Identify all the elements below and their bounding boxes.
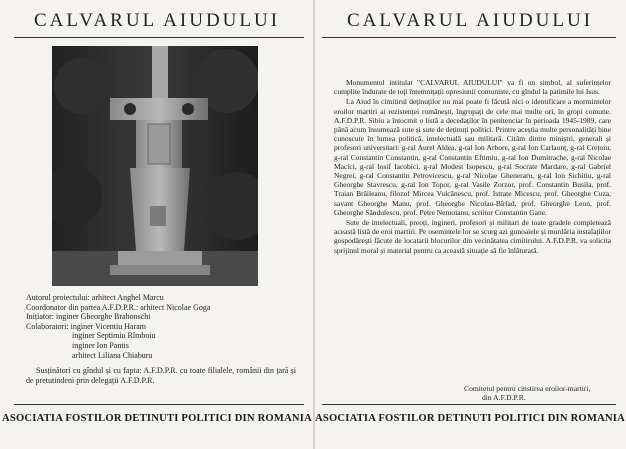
credit-initiator: Inițiator: inginer Gheorghe Brahonschi — [26, 312, 151, 322]
credit-collaborator: Colaboratori: inginer Vicentiu Haram — [26, 321, 147, 331]
signature-block — [464, 384, 614, 403]
body-paragraph: Sute de intelectuali, preoți, ingineri, profesori și militari de toate gradele completează această listă de eroi martiri. Pe osemintele lor se scurg azi gunoaiele și murdăria instalațiilor gospodărești făcute de locatarii blocurilor din vecinătatea cimitirului. A.F.D.P.R. va solicita sprijinul moral și material pentru ca această situație să fie înlăturată. — [334, 218, 611, 255]
title-rule — [14, 37, 304, 38]
signature-organization: din A.F.D.P.R. — [482, 393, 526, 403]
left-page-title: CALVARUL AIUDULUI — [33, 10, 281, 31]
right-page-title: CALVARUL AIUDULUI — [346, 10, 594, 31]
credit-coordinator: Coordonator din partea A.F.D.P.R.: arhitect Nicolae Goga — [26, 302, 211, 312]
monument-photo — [52, 46, 258, 286]
monument-illustration — [52, 46, 258, 286]
footer-rule — [14, 404, 304, 405]
left-page-footer: ASOCIATIA FOSTILOR DETINUTI POLITICI DIN ROMANIA — [2, 413, 312, 424]
supporters-text: Susținători cu gîndul și cu fapta: A.F.D.P.R. cu toate filialele, românii din țară și de pretutindeni prin delegații A.F.D.P.R. — [26, 366, 296, 385]
credit-author: Autorul proiectului: arhitect Anghel Marcu — [26, 293, 164, 302]
project-credits — [26, 293, 306, 360]
credit-collaborator: arhitect Liliana Chiaburu — [72, 350, 153, 360]
credit-collaborator: inginer Ion Pantis — [72, 340, 129, 350]
body-paragraph: Monumentul intitulat "CALVARUL AIUDULUI" va fi un simbol, al suferințelor cumplite îndurate de toți întemnițații opresiunii comuniste, cu gîndul la patimile lui Isus. — [334, 78, 611, 97]
credit-collaborator: inginer Septimiu Rîmboiu — [72, 331, 156, 341]
right-page — [314, 0, 626, 449]
footer-rule — [322, 404, 616, 405]
signature-committee: Comitetul pentru cinstirea eroilor-martiri, — [464, 384, 591, 393]
body-paragraph: La Aiud în cimitirul deținuților nu mai poate fi făcută nici o identificare a mormintelor eroilor martiri ai rezistenței românești, îngropați de cele mai multe ori, în gropi comune. A.F.D.P.R. Sibiu a întocmit o listă a decedaților în penitenciar în perioada 1945-1989, care până acum însumează sute și sute de deținuți politici. Printre aceștia multe personalități bine cunoscute în lumea politică, intelectuală sau militară. Cităm dintre miniștri, generali și profesori universitari: g-ral Aurel Aldea, g-ral Ion Arbore, g-ral Ion Carlaonț, g-ral Crețoiu, g-ral Constantin Constantin, g-ral Constantin Eftimiu, g-ral Ion Dumitrache, g-ral Nicolae Macici, g-ral Iosif Iacobici, g-ral Modest Isopescu, g-ral Socrate Mardare, g-ral Gabriel Negrei, g-ral Constantin Petrovicescu, g-ral Nicolae Gheneraru, g-ral Ion Sichitiu, g-ral Gheorghe Stavrescu, g-ral Ion Topor, g-ral Vasile Zorzor, prof. Constantin Busila, prof. Traian Brăileanu, filozof Mircea Vulcănescu, prof. Istrate Micescu, prof. Gheorghe Cuza, savant Gheorghe Manu, prof. Gheorghe Nicolau-Bîrlad, prof. Gheorghe Leon, prof. Gheorghe Săndulescu, prof. Petre Nemoianu, scriitor Constantin Gane. — [334, 97, 611, 217]
right-page-footer: ASOCIATIA FOSTILOR DETINUTI POLITICI DIN ROMANIA — [315, 413, 625, 424]
monument-description — [334, 78, 611, 256]
title-rule — [322, 37, 616, 38]
